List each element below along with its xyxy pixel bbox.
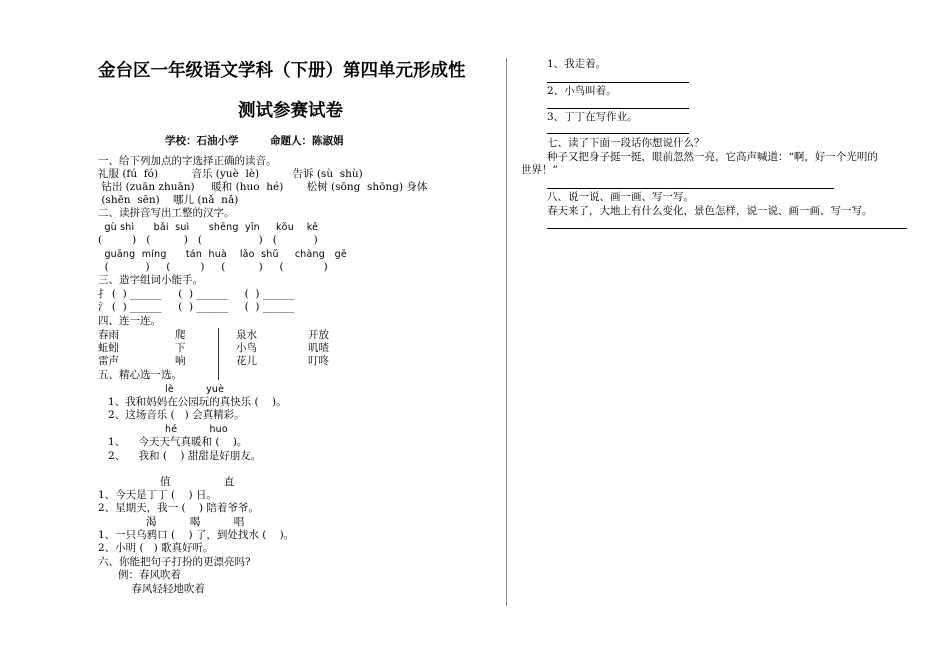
match-right-word-3: 花儿 bbox=[236, 355, 257, 367]
section5-a1: 1、我和妈妈在公园玩的真快乐 ( )。 bbox=[98, 396, 287, 408]
section5-d2: 2、小明 ( ) 歌真好听。 bbox=[98, 542, 214, 554]
section5-c1: 1、今天是丁丁 ( ) 日。 bbox=[98, 489, 217, 501]
section5-d1: 1、一只乌鸦口 ( ) 了，到处找水 ( )。 bbox=[98, 529, 295, 541]
section6-example: 例：春风吹着 bbox=[98, 569, 182, 581]
section1-line2: 钻出 (zuān zhuān) 暖和 (huo hé) 松树 (sōng shōng) 身体 bbox=[98, 181, 428, 193]
section5-c2: 2、星期天，我一 ( ) 陪着爷爷。 bbox=[98, 502, 259, 514]
match-right-verb-3: 叮咚 bbox=[308, 355, 329, 367]
school-author-info: 学校：石油小学 命题人：陈淑娟 bbox=[165, 135, 344, 147]
section6-item-3: 3、丁丁在写作业。 bbox=[547, 111, 638, 123]
match-right-verb-2: 叽喳 bbox=[308, 342, 329, 354]
section2-brackets2: ( ) ( ) ( ) ( ) bbox=[98, 261, 328, 273]
section2-brackets1: ( ) ( ) ( ) ( ) bbox=[98, 234, 318, 246]
section3-heading: 三、造字组词小能手。 bbox=[98, 274, 203, 286]
section7-heading: 七、读了下面一段话你想说什么？ bbox=[547, 137, 705, 149]
section3-row2: 氵 ( ) ______ ( ) ______ ( ) ______ bbox=[98, 301, 295, 313]
match-left-verb-2: 下 bbox=[175, 342, 186, 354]
answer-line bbox=[547, 82, 689, 83]
match-left-verb-1: 爬 bbox=[175, 329, 186, 341]
section2-pinyin1: gù shì bǎi suì shēng yīn kǒu kě bbox=[98, 222, 319, 233]
section7-passage-line1: 种子又把身子挺一挺，眼前忽然一亮，它高声喊道：“啊，好一个光明的 bbox=[547, 151, 878, 163]
match-left-verb-3: 响 bbox=[175, 355, 186, 367]
section5-chars-d: 渴 喝 唱 bbox=[146, 516, 245, 528]
answer-line bbox=[547, 133, 689, 134]
section5-b1: 1、 今天天气真暖和 ( )。 bbox=[98, 436, 248, 448]
match-divider bbox=[218, 328, 219, 380]
answer-line bbox=[547, 228, 907, 229]
section1-line3: (shēn sēn) 哪儿 (nǎ nǎ) bbox=[98, 194, 239, 206]
match-left-word-3: 雷声 bbox=[98, 355, 119, 367]
page-title-line2: 测试参赛试卷 bbox=[238, 101, 343, 121]
section6-item-2: 2、小鸟叫着。 bbox=[547, 85, 617, 97]
section6-example-result: 春风轻轻地吹着 bbox=[98, 583, 205, 595]
section8-prompt: 春天来了，大地上有什么变化，景色怎样，说一说、画一画、写一写。 bbox=[547, 205, 873, 217]
section5-b2: 2、 我和 ( ) 甜甜是好朋友。 bbox=[98, 450, 262, 462]
section6-item-1: 1、我走着。 bbox=[547, 58, 607, 70]
section5-heading: 五、精心选一选。 bbox=[98, 369, 182, 381]
match-right-word-1: 泉水 bbox=[236, 329, 257, 341]
section5-pinyin-a: lè yuè bbox=[165, 384, 225, 395]
section5-chars-c: 值 直 bbox=[160, 476, 235, 488]
match-right-verb-1: 开放 bbox=[308, 329, 329, 341]
section1-line1: 礼服 (fú fó) 音乐 (yuè lè) 告诉 (sù shù) bbox=[98, 168, 363, 180]
answer-line bbox=[547, 108, 689, 109]
section2-pinyin2: guāng míng tán huà lǎo shǔ chàng gē bbox=[98, 249, 347, 260]
section5-a2: 2、这场音乐 ( ) 会真精彩。 bbox=[98, 409, 245, 421]
column-divider bbox=[506, 58, 507, 606]
section6-heading: 六、你能把句子打扮的更漂亮吗? bbox=[98, 556, 251, 568]
section3-row1: 扌 ( ) ______ ( ) ______ ( ) ______ bbox=[98, 288, 295, 300]
answer-line bbox=[547, 188, 834, 189]
section7-passage-line2: 世界！” bbox=[521, 164, 558, 176]
match-left-word-2: 蚯蚓 bbox=[98, 342, 119, 354]
match-right-word-2: 小鸟 bbox=[236, 342, 257, 354]
section8-heading: 八、说一说、画一画、写一写。 bbox=[547, 191, 694, 203]
section5-pinyin-b: hé huo bbox=[165, 424, 228, 435]
section1-heading: 一、给下列加点的字选择正确的读音。 bbox=[98, 155, 277, 167]
page-title-line1: 金台区一年级语文学科（下册）第四单元形成性 bbox=[98, 61, 466, 81]
section4-heading: 四、连一连。 bbox=[98, 315, 161, 327]
match-left-word-1: 春雨 bbox=[98, 329, 119, 341]
section2-heading: 二、读拼音写出工整的汉字。 bbox=[98, 207, 235, 219]
